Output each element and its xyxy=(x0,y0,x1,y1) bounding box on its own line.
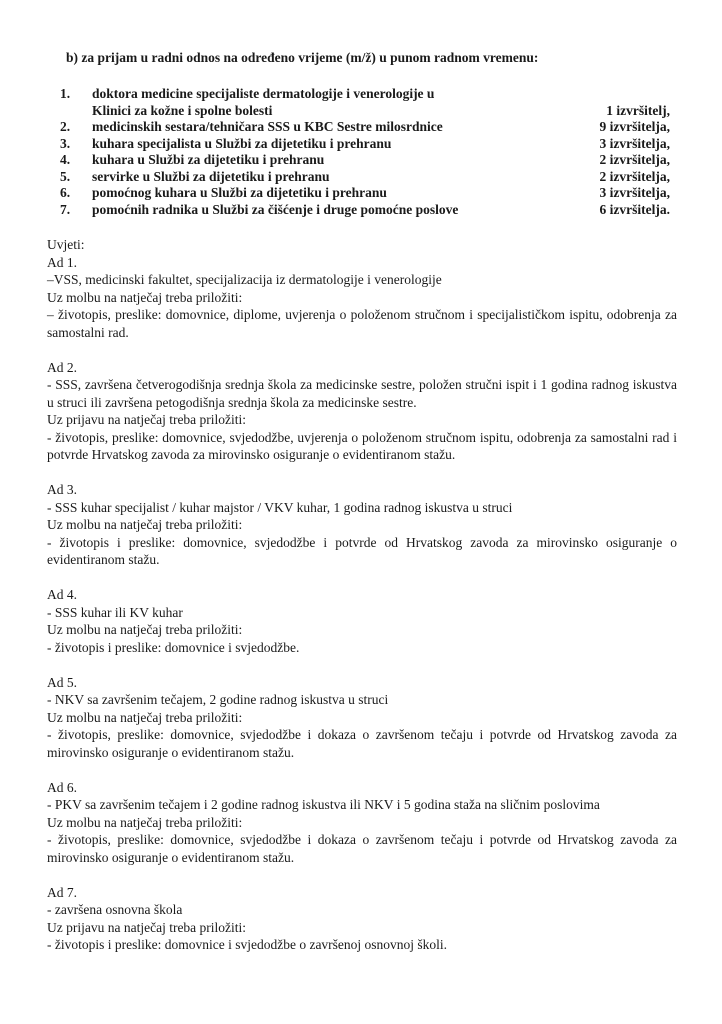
position-text: kuhara specijalista u Službi za dijetetiku i prehranu xyxy=(92,135,392,151)
position-item xyxy=(60,169,670,186)
ad3-attach-label: Uz molbu na natječaj treba priložiti: xyxy=(47,517,243,532)
ad6-requirement: - PKV sa završenim tečajem i 2 godine radnog iskustva ili NKV i 5 godina staža na sličnim poslovima xyxy=(47,797,600,812)
position-item xyxy=(60,86,670,119)
ad4-title: Ad 4. xyxy=(47,587,77,602)
ad5-documents: - životopis, preslike: domovnice, svjedodžbe i dokaza o završenom tečaju i potvrde od Hrvatskog zavoda za mirovinsko osiguranje o evidentiranom stažu. xyxy=(47,727,677,760)
ad7-documents: - životopis i preslike: domovnice i svjedodžbe o završenoj osnovnoj školi. xyxy=(47,937,448,952)
ad6-attach-label: Uz molbu na natječaj treba priložiti: xyxy=(47,814,243,830)
position-number: 5. xyxy=(60,168,71,184)
position-count: 1 izvršitelj, xyxy=(606,102,670,118)
ad4-requirement: - SSS kuhar ili KV kuhar xyxy=(47,604,183,620)
position-text: doktora medicine specijaliste dermatologije i venerologije u Klinici za kožne i spolne bolesti xyxy=(92,86,435,118)
ad6-documents: - životopis, preslike: domovnice, svjedodžbe i dokaza o završenom tečaju i potvrde od Hrvatskog zavoda za mirovinsko osiguranje o evidentiranom stažu. xyxy=(47,832,677,865)
position-count: 9 izvršitelja, xyxy=(599,119,670,134)
conditions-label: Uvjeti: xyxy=(47,237,85,252)
ad4-documents: - životopis i preslike: domovnice i svjedodžbe. xyxy=(47,639,300,655)
position-number: 3. xyxy=(60,135,71,151)
position-item xyxy=(60,136,670,153)
ad7-attach-label: Uz prijavu na natječaj treba priložiti: xyxy=(47,919,247,935)
ad3-title: Ad 3. xyxy=(47,482,77,497)
position-item xyxy=(60,119,670,136)
ad2-attach-label: Uz prijavu na natječaj treba priložiti: xyxy=(47,412,247,427)
position-number: 4. xyxy=(60,152,71,167)
position-count: 6 izvršitelja. xyxy=(599,201,670,217)
position-number: 6. xyxy=(60,185,71,200)
positions-list xyxy=(60,86,670,218)
position-text: kuhara u Službi za dijetetiku i prehranu xyxy=(92,152,325,167)
ad3-requirement: - SSS kuhar specijalist / kuhar majstor / VKV kuhar, 1 godina radnog iskustva u struci xyxy=(47,499,513,515)
position-number: 2. xyxy=(60,119,71,134)
ad7-title: Ad 7. xyxy=(47,884,77,900)
ad5-attach-label: Uz molbu na natječaj treba priložiti: xyxy=(47,709,243,725)
ad2-title: Ad 2. xyxy=(47,359,77,375)
position-item xyxy=(60,152,670,169)
section-heading: b) za prijam u radni odnos na određeno vrijeme (m/ž) u punom radnom vremenu: xyxy=(66,50,539,65)
ad2-documents: - životopis, preslike: domovnice, svjedodžbe, uvjerenja o položenom stručnom ispitu, odobrenja za samostalni rad i potvrde Hrvatskog zavoda za mirovinsko osiguranje o evidentiranom stažu. xyxy=(47,429,677,462)
ad4-attach-label: Uz molbu na natječaj treba priložiti: xyxy=(47,622,243,637)
ad3-documents: - životopis i preslike: domovnice, svjedodžbe i potvrde od Hrvatskog zavoda za mirovinsko osiguranje o evidentiranom stažu. xyxy=(47,534,677,567)
position-text: medicinskih sestara/tehničara SSS u KBC Sestre milosrdnice xyxy=(92,119,443,134)
ad2-requirement: - SSS, završena četverogodišnja srednja škola za medicinske sestre, položen stručni ispit i 1 godina radnog iskustva u struci ili završena petogodišnja srednja škola za medicinske sestre. xyxy=(47,377,677,410)
position-item xyxy=(60,202,670,219)
position-number: 7. xyxy=(60,201,71,217)
conditions-section xyxy=(47,236,677,954)
ad1-requirement: –VSS, medicinski fakultet, specijalizacija iz dermatologije i venerologije xyxy=(47,272,442,287)
ad6-title: Ad 6. xyxy=(47,779,77,795)
ad1-attach-label: Uz molbu na natječaj treba priložiti: xyxy=(47,289,243,305)
position-text: pomoćnih radnika u Službi za čišćenje i druge pomoćne poslove xyxy=(92,201,459,217)
position-count: 3 izvršitelja, xyxy=(599,185,670,200)
position-count: 2 izvršitelja, xyxy=(599,152,670,167)
position-number: 1. xyxy=(60,86,71,101)
ad5-title: Ad 5. xyxy=(47,674,77,690)
position-item xyxy=(60,185,670,202)
ad5-requirement: - NKV sa završenim tečajem, 2 godine radnog iskustva u struci xyxy=(47,692,389,707)
position-count: 3 izvršitelja, xyxy=(599,135,670,151)
ad7-requirement: - završena osnovna škola xyxy=(47,902,183,917)
ad1-title: Ad 1. xyxy=(47,254,77,270)
ad1-documents: – životopis, preslike: domovnice, diplome, uvjerenja o položenom stručnom i specijalističkom ispitu, odobrenja za samostalni rad. xyxy=(47,307,677,340)
position-text: servirke u Službi za dijetetiku i prehranu xyxy=(92,168,330,184)
position-count: 2 izvršitelja, xyxy=(599,168,670,184)
position-text: pomoćnog kuhara u Službi za dijetetiku i prehranu xyxy=(92,185,387,200)
